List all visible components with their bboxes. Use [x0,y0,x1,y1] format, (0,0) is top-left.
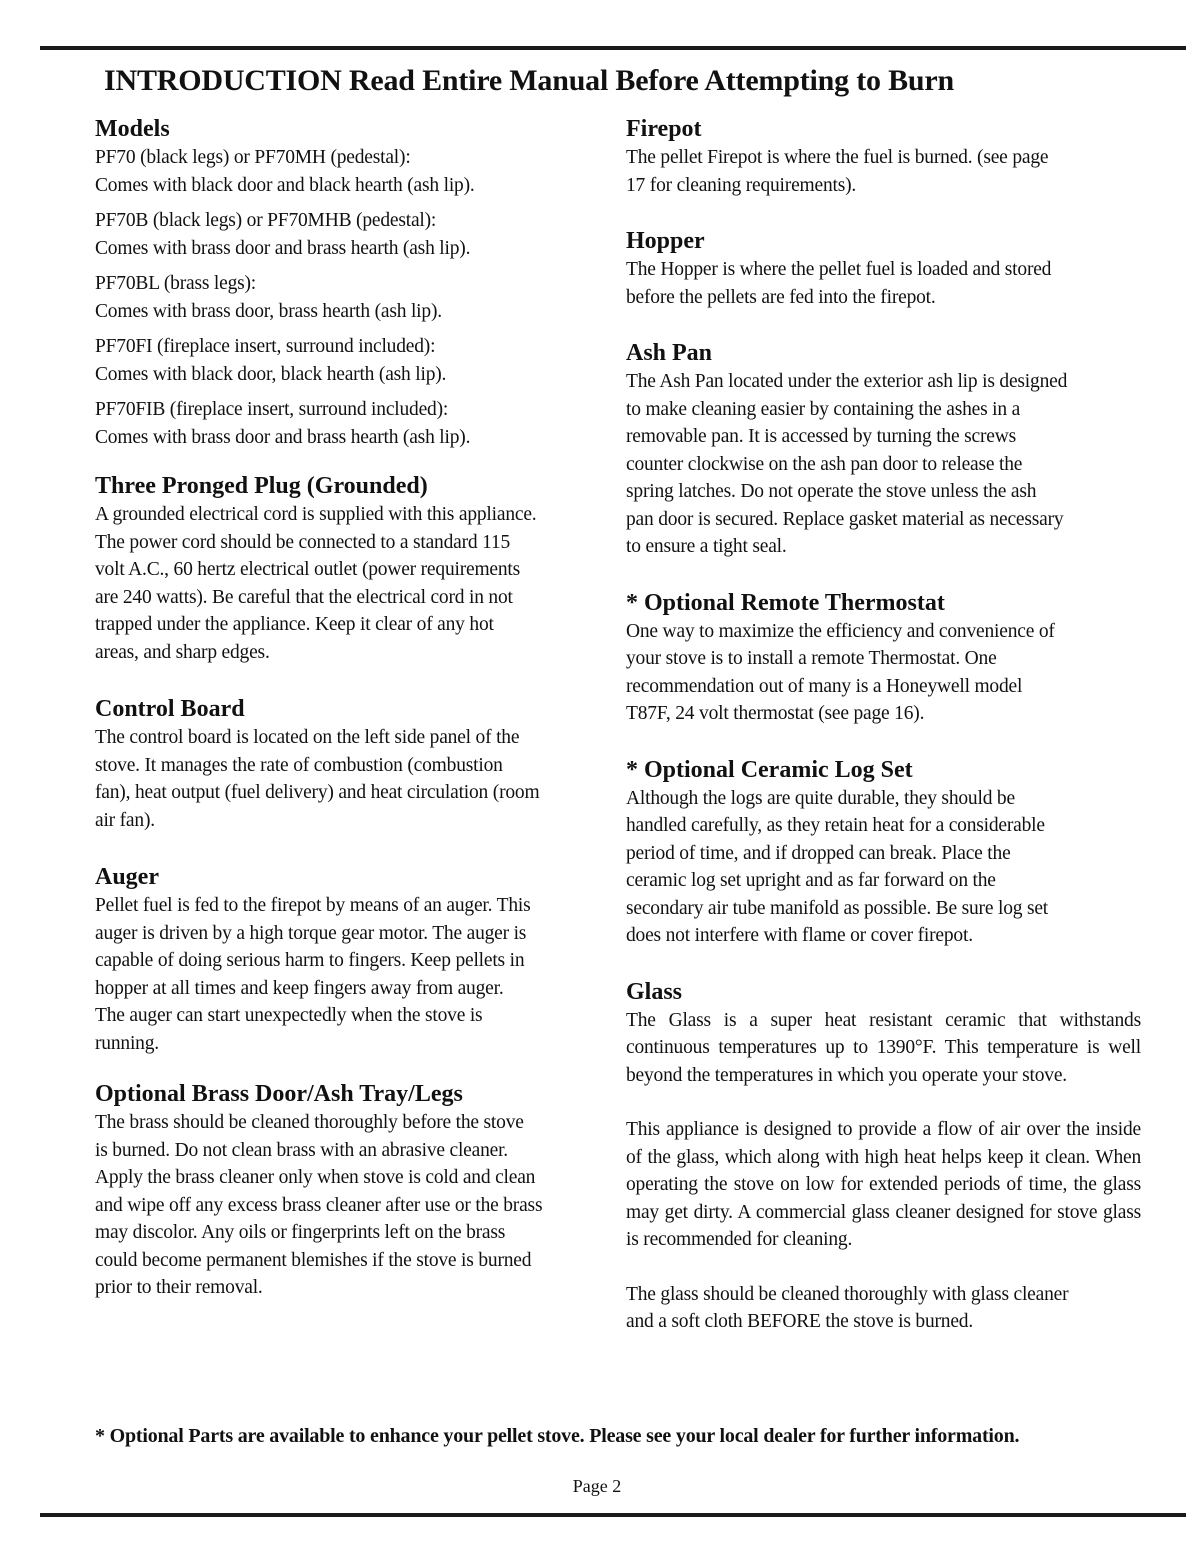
text-line: pan door is secured. Replace gasket material as necessary [626,508,1064,530]
text-line: Pellet fuel is fed to the firepot by means of an auger. This [95,895,531,916]
section-auger [95,862,605,1057]
glass-paragraph-3 [626,1281,1141,1336]
text-line: removable pan. It is accessed by turning the screws [626,426,1016,447]
section-heading: Optional Brass Door/Ash Tray/Legs [95,1081,463,1107]
left-column [95,114,605,1302]
text-line: is burned. Do not clean brass with an abrasive cleaner. [95,1139,508,1161]
section-heading: Auger [95,864,159,890]
text-line: and a soft cloth BEFORE the stove is burned. [626,1311,974,1332]
text-line: to make cleaning easier by containing the ashes in a [626,398,1021,420]
section-body [626,144,1141,199]
text-line: could become permanent blemishes if the stove is burned [95,1249,532,1271]
model-entry [95,333,605,388]
text-line: handled carefully, as they retain heat for a considerable [626,815,1045,836]
text-line: secondary air tube manifold as possible. Be sure log set [626,897,1049,919]
section-heading: Three Pronged Plug (Grounded) [95,473,428,499]
section-heading: * Optional Remote Thermostat [626,589,945,616]
model-description: Comes with brass door and brass hearth (ash lip). [95,237,471,259]
text-line: hopper at all times and keep fingers away from auger. [95,977,504,999]
section-plug [95,471,605,666]
section-heading: Glass [626,978,683,1005]
page-title: INTRODUCTION Read Entire Manual Before Attempting to Burn [104,64,955,97]
section-heading: Control Board [95,696,245,722]
text-line: fan), heat output (fuel delivery) and heat circulation (room [95,782,540,803]
top-rule [40,46,1186,50]
text-line: The Ash Pan located under the exterior ash lip is designed [626,371,1068,392]
bottom-rule [40,1513,1186,1517]
glass-paragraph-1: The Glass is a super heat resistant ceramic that withstands continuous temperatures up to 1390°F. This temperature is well beyond the temperatures in which you operate your stove. [626,1009,1141,1086]
text-line: 17 for cleaning requirements). [626,174,857,196]
text-line: your stove is to install a remote Thermostat. One [626,648,997,669]
text-line: spring latches. Do not operate the stove unless the ash [626,481,1037,502]
section-body [95,1109,605,1302]
section-models [95,114,605,451]
text-line: The control board is located on the left side panel of the [95,727,520,748]
text-line: air fan). [95,809,155,831]
right-column [626,114,1141,1336]
model-entry [95,207,605,262]
text-line: trapped under the appliance. Keep it clear of any hot [95,614,494,635]
section-body [95,501,605,666]
text-line: period of time, and if dropped can break. Place the [626,842,1011,864]
section-body [95,892,605,1057]
model-name: PF70B (black legs) or PF70MHB (pedestal): [95,210,437,231]
text-line: running. [95,1032,159,1054]
page-number: Page 2 [572,1476,622,1496]
section-firepot [626,114,1141,199]
text-line: counter clockwise on the ash pan door to release the [626,453,1023,475]
text-line: and wipe off any excess brass cleaner after use or the brass [95,1194,543,1216]
section-ash-pan [626,338,1141,561]
text-line: volt A.C., 60 hertz electrical outlet (power requirements [95,559,521,580]
section-body [626,785,1141,950]
section-heading: Hopper [626,228,705,254]
section-body [626,256,1141,311]
model-description: Comes with brass door and brass hearth (ash lip). [95,426,471,448]
text-line: may discolor. Any oils or fingerprints left on the brass [95,1222,506,1243]
model-description: Comes with black door and black hearth (ash lip). [95,174,475,196]
text-line: The brass should be cleaned thoroughly before the stove [95,1112,524,1133]
section-glass [626,977,1141,1336]
text-line: The auger can start unexpectedly when the stove is [95,1005,483,1026]
section-body [95,724,605,834]
text-line: A grounded electrical cord is supplied with this appliance. [95,504,537,525]
text-line: Although the logs are quite durable, they should be [626,787,1015,809]
text-line: recommendation out of many is a Honeywell model [626,675,1023,697]
text-line: does not interfere with flame or cover firepot. [626,925,973,946]
model-description: Comes with brass door, brass hearth (ash lip). [95,300,442,322]
model-name: PF70BL (brass legs): [95,273,257,294]
section-heading: Ash Pan [626,340,713,366]
section-control-board [95,694,605,834]
section-heading: Firepot [626,116,702,142]
text-line: The Hopper is where the pellet fuel is loaded and stored [626,259,1052,280]
model-entry [95,270,605,325]
text-line: capable of doing serious harm to fingers. Keep pellets in [95,950,525,971]
text-line: stove. It manages the rate of combustion (combustion [95,754,503,776]
text-line: The glass should be cleaned thoroughly with glass cleaner [626,1283,1069,1305]
text-line: areas, and sharp edges. [95,641,270,663]
section-hopper [626,226,1141,311]
section-body [626,368,1141,561]
model-name: PF70FIB (fireplace insert, surround included): [95,399,449,420]
text-line: prior to their removal. [95,1277,263,1298]
model-description: Comes with black door, black hearth (ash lip). [95,363,447,385]
text-line: The power cord should be connected to a standard 115 [95,531,511,553]
model-entry [95,396,605,451]
section-log-set [626,755,1141,950]
text-line: before the pellets are fed into the firepot. [626,286,936,308]
section-thermostat [626,588,1141,728]
text-line: Apply the brass cleaner only when stove is cold and clean [95,1167,536,1188]
model-name: PF70FI (fireplace insert, surround included): [95,336,436,357]
glass-paragraph-2: This appliance is designed to provide a flow of air over the inside of the glass, which along with high heat helps keep it clean. When operating the stove on low for extended periods of time, the glass may get dirty. A commercial glass cleaner designed for stove glass is recommended for cleaning. [626,1119,1141,1250]
section-body [626,618,1141,728]
optional-parts-footnote: * Optional Parts are available to enhance your pellet stove. Please see your local dealer for further information. [95,1425,1020,1447]
text-line: ceramic log set upright and as far forward on the [626,870,996,891]
text-line: One way to maximize the efficiency and convenience of [626,620,1055,642]
text-line: T87F, 24 volt thermostat (see page 16). [626,703,925,724]
text-line: to ensure a tight seal. [626,536,787,557]
text-line: The pellet Firepot is where the fuel is burned. (see page [626,147,1049,168]
section-heading: Models [95,116,170,142]
model-name: PF70 (black legs) or PF70MH (pedestal): [95,147,411,168]
text-line: are 240 watts). Be careful that the electrical cord in not [95,586,513,608]
text-line: auger is driven by a high torque gear motor. The auger is [95,922,527,944]
section-heading: * Optional Ceramic Log Set [626,756,913,783]
section-brass [95,1079,605,1302]
model-entry [95,144,605,199]
